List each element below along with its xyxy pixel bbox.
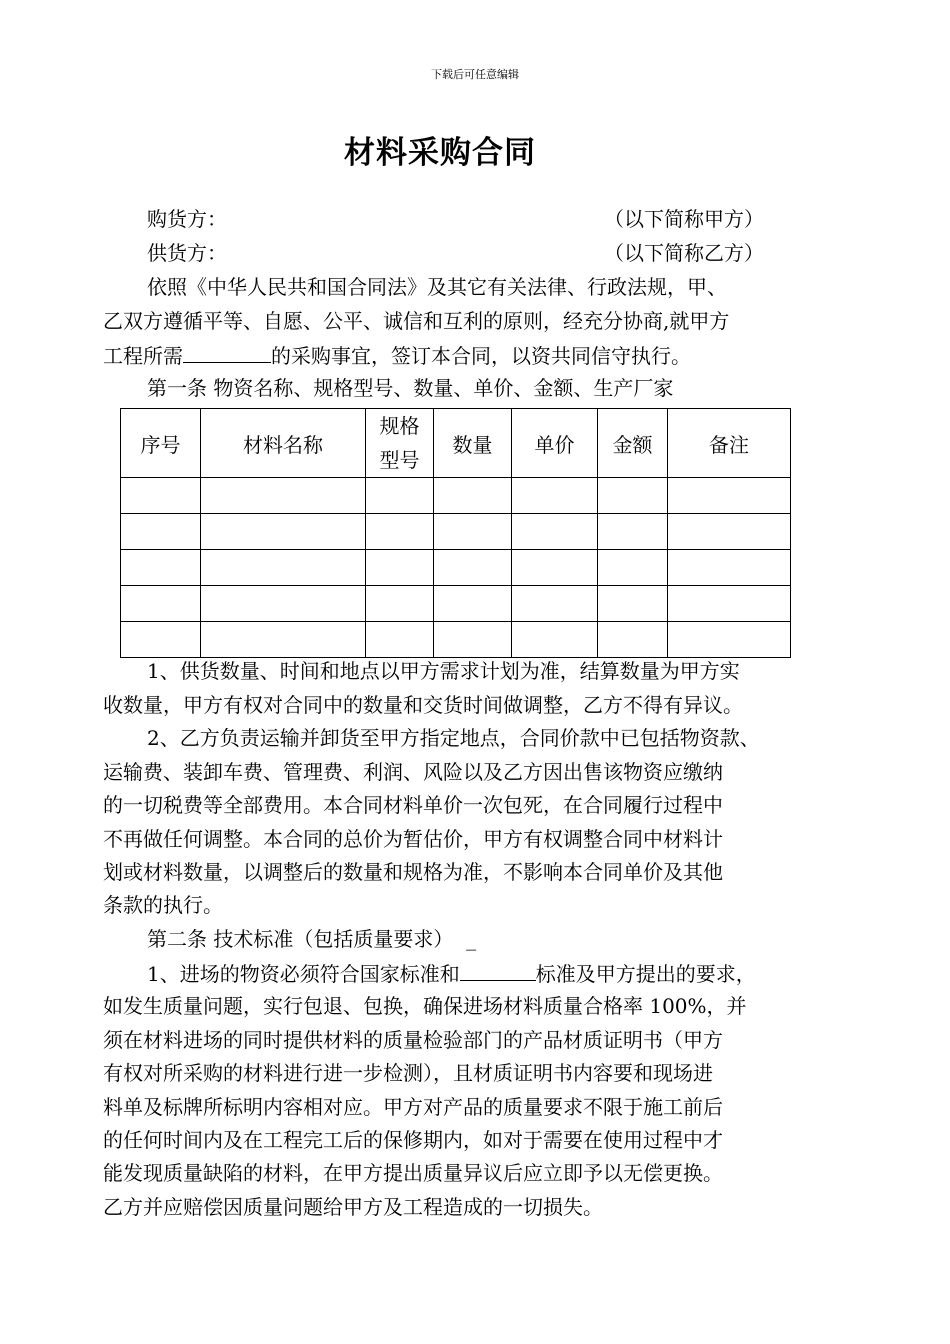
table-cell[interactable] xyxy=(512,550,598,586)
document-title: 材料采购合同 xyxy=(344,135,536,171)
preamble-line xyxy=(103,342,691,369)
table-cell[interactable] xyxy=(366,622,434,658)
article-heading-text: 第二条 技术标准（包括质量要求） xyxy=(147,927,454,951)
table-cell[interactable] xyxy=(668,514,791,550)
column-header: 备注 xyxy=(668,409,791,478)
column-header-line: 型号 xyxy=(379,448,420,472)
table-cell[interactable] xyxy=(598,550,668,586)
clause-line: 不再做任何调整。本合同的总价为暂估价，甲方有权调整合同中材料计 xyxy=(103,827,723,851)
buyer-suffix: （以下简称甲方） xyxy=(604,207,764,231)
table-cell[interactable] xyxy=(434,586,512,622)
table-cell[interactable] xyxy=(434,622,512,658)
header-note: 下载后可任意编辑 xyxy=(431,68,519,81)
column-header: 金额 xyxy=(598,409,668,478)
clause-line: 如发生质量问题，实行包退、包换，确保进场材料质量合格率 100%，并 xyxy=(103,994,747,1018)
table-cell[interactable] xyxy=(668,550,791,586)
buyer-label: 购货方： xyxy=(147,207,227,231)
table-cell[interactable] xyxy=(201,622,366,658)
clause-line: 运输费、装卸车费、管理费、利润、风险以及乙方因出售该物资应缴纳 xyxy=(103,760,723,784)
clause-line: 须在材料进场的同时提供材料的质量检验部门的产品材质证明书（甲方 xyxy=(103,1028,723,1052)
column-header-line: 规格 xyxy=(379,414,420,438)
preamble-line: 依照《中华人民共和国合同法》及其它有关法律、行政法规，甲、 xyxy=(147,275,727,299)
clause-line: 的任何时间内及在工程完工后的保修期内，如对于需要在使用过程中才 xyxy=(103,1128,723,1152)
table-cell[interactable] xyxy=(598,622,668,658)
table-row xyxy=(121,586,791,622)
preamble-text: 的采购事宜，签订本合同，以资共同信守执行。 xyxy=(271,344,691,368)
table-cell[interactable] xyxy=(512,478,598,514)
table-cell[interactable] xyxy=(366,550,434,586)
table-cell[interactable] xyxy=(598,514,668,550)
clause-line: 的一切税费等全部费用。本合同材料单价一次包死，在合同履行过程中 xyxy=(103,793,723,817)
clause-line: 2、乙方负责运输并卸货至甲方指定地点，合同价款中已包括物资款、 xyxy=(147,726,760,750)
clause-line: 乙方并应赔偿因质量问题给甲方及工程造成的一切损失。 xyxy=(103,1195,603,1219)
article-heading-tail: _ xyxy=(466,927,477,951)
clause-line: 有权对所采购的材料进行进一步检测），且材质证明书内容要和现场进 xyxy=(103,1061,713,1085)
table-cell[interactable] xyxy=(201,586,366,622)
clause-line: 能发现质量缺陷的材料，在甲方提出质量异议后应立即予以无偿更换。 xyxy=(103,1161,723,1185)
clause-line: 1、供货数量、时间和地点以甲方需求计划为准，结算数量为甲方实 xyxy=(147,659,740,683)
table-cell[interactable] xyxy=(366,514,434,550)
table-row xyxy=(121,478,791,514)
clause-line: 划或材料数量，以调整后的数量和规格为准，不影响本合同单价及其他 xyxy=(103,860,723,884)
table-cell[interactable] xyxy=(598,478,668,514)
table-cell[interactable] xyxy=(201,550,366,586)
standard-blank xyxy=(460,960,536,981)
table-cell[interactable] xyxy=(434,514,512,550)
clause-line: 收数量，甲方有权对合同中的数量和交货时间做调整，乙方不得有异议。 xyxy=(103,693,743,717)
clause-line: 条款的执行。 xyxy=(103,893,223,917)
table-cell[interactable] xyxy=(366,586,434,622)
table-row xyxy=(121,622,791,658)
materials-table xyxy=(120,408,791,658)
column-header: 序号 xyxy=(121,409,201,478)
table-cell[interactable] xyxy=(201,514,366,550)
preamble-line: 乙双方遵循平等、自愿、公平、诚信和互利的原则，经充分协商,就甲方 xyxy=(103,309,730,333)
column-header: 数量 xyxy=(434,409,512,478)
table-cell[interactable] xyxy=(121,622,201,658)
supplier-label: 供货方： xyxy=(147,241,227,265)
clause-line xyxy=(147,960,756,987)
preamble-text: 工程所需 xyxy=(103,344,183,368)
column-header: 单价 xyxy=(512,409,598,478)
clause-text: 1、进场的物资必须符合国家标准和 xyxy=(147,962,460,986)
table-cell[interactable] xyxy=(668,586,791,622)
table-cell[interactable] xyxy=(121,478,201,514)
table-row xyxy=(121,514,791,550)
table-cell[interactable] xyxy=(434,478,512,514)
table-cell[interactable] xyxy=(201,478,366,514)
article-heading: 第一条 物资名称、规格型号、数量、单价、金额、生产厂家 xyxy=(147,376,674,400)
table-cell[interactable] xyxy=(121,550,201,586)
table-cell[interactable] xyxy=(121,514,201,550)
article-heading xyxy=(147,926,476,952)
table-cell[interactable] xyxy=(668,478,791,514)
table-cell[interactable] xyxy=(512,622,598,658)
table-cell[interactable] xyxy=(668,622,791,658)
table-cell[interactable] xyxy=(121,586,201,622)
column-header xyxy=(366,409,434,478)
supplier-suffix: （以下简称乙方） xyxy=(604,241,764,265)
project-name-blank xyxy=(183,342,271,363)
column-header: 材料名称 xyxy=(201,409,366,478)
table-cell[interactable] xyxy=(512,514,598,550)
clause-line: 料单及标牌所标明内容相对应。甲方对产品的质量要求不限于施工前后 xyxy=(103,1095,723,1119)
table-cell[interactable] xyxy=(598,586,668,622)
table-cell[interactable] xyxy=(366,478,434,514)
table-row xyxy=(121,550,791,586)
table-header-row xyxy=(121,409,791,478)
table-cell[interactable] xyxy=(434,550,512,586)
table-cell[interactable] xyxy=(512,586,598,622)
clause-text: 标准及甲方提出的要求， xyxy=(535,962,756,986)
